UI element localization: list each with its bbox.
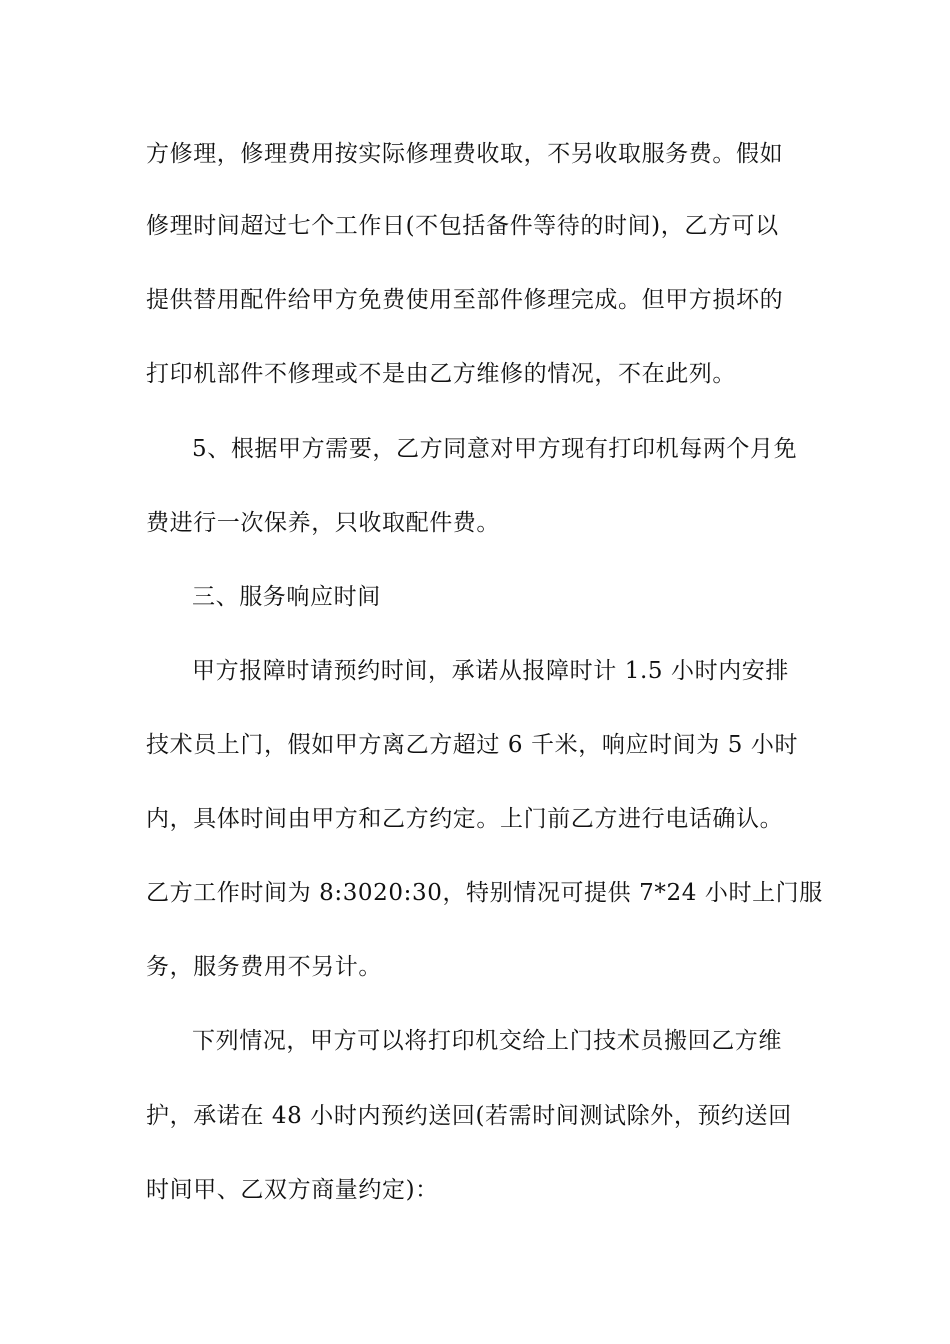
paragraph-line-5: 5、根据甲方需要，乙方同意对甲方现有打印机每两个月免 — [192, 436, 798, 462]
paragraph-line-8: 甲方报障时请预约时间，承诺从报障时计 1.5 小时内安排 — [192, 658, 789, 684]
paragraph-line-10: 内，具体时间由甲方和乙方约定。上门前乙方进行电话确认。 — [146, 806, 784, 832]
paragraph-line-4: 打印机部件不修理或不是由乙方维修的情况，不在此列。 — [146, 361, 736, 387]
paragraph-line-14: 护，承诺在 48 小时内预约送回(若需时间测试除外，预约送回 — [146, 1103, 792, 1129]
paragraph-line-12: 务，服务费用不另计。 — [146, 954, 382, 980]
paragraph-line-2: 修理时间超过七个工作日(不包括备件等待的时间)，乙方可以 — [146, 213, 779, 239]
section-heading: 三、服务响应时间 — [192, 584, 381, 610]
paragraph-line-11: 乙方工作时间为 8:3020:30，特别情况可提供 7*24 小时上门服 — [146, 880, 823, 906]
paragraph-line-15: 时间甲、乙双方商量约定)： — [146, 1177, 439, 1203]
paragraph-line-3: 提供替用配件给甲方免费使用至部件修理完成。但甲方损坏的 — [146, 287, 784, 313]
paragraph-line-9: 技术员上门，假如甲方离乙方超过 6 千米，响应时间为 5 小时 — [146, 732, 799, 758]
paragraph-line-13: 下列情况，甲方可以将打印机交给上门技术员搬回乙方维 — [192, 1028, 782, 1054]
paragraph-line-6: 费进行一次保养，只收取配件费。 — [146, 510, 500, 536]
paragraph-line-1: 方修理，修理费用按实际修理费收取，不另收取服务费。假如 — [146, 141, 784, 167]
